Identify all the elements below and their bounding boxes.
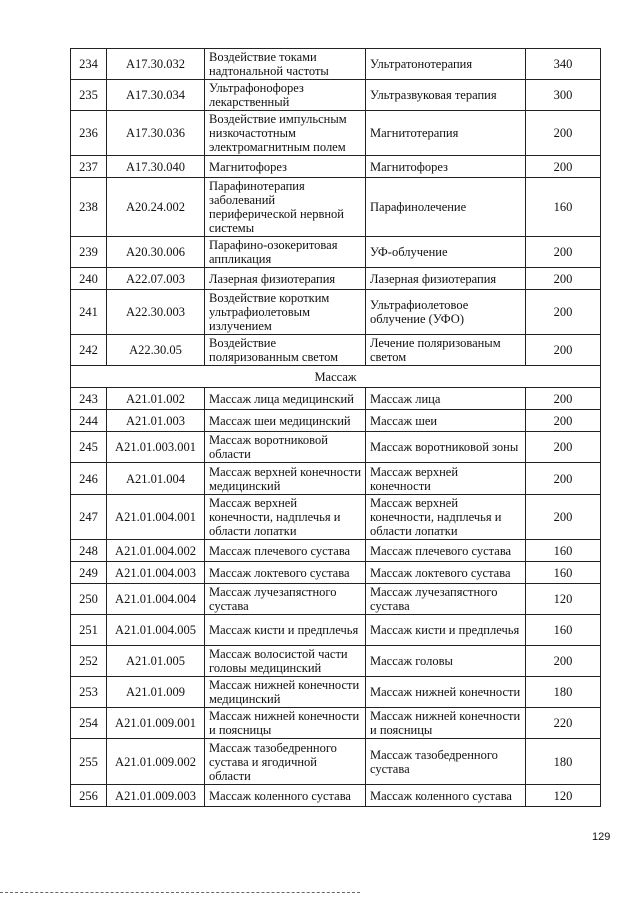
service-name: Лазерная физиотерапия [366, 268, 526, 290]
service-code: А21.01.004.002 [107, 540, 205, 562]
row-number: 234 [71, 49, 107, 80]
table-row [71, 268, 601, 290]
table-row [71, 80, 601, 111]
table-row [71, 49, 601, 80]
section-row [71, 366, 601, 388]
price-value: 180 [526, 739, 601, 785]
service-name: Массаж лица [366, 388, 526, 410]
table-row [71, 410, 601, 432]
price-value: 160 [526, 540, 601, 562]
row-number: 243 [71, 388, 107, 410]
price-value: 300 [526, 80, 601, 111]
service-name: Магнитотерапия [366, 111, 526, 156]
table-row [71, 615, 601, 646]
row-number: 249 [71, 562, 107, 584]
price-value: 160 [526, 562, 601, 584]
service-code: А21.01.009 [107, 677, 205, 708]
service-code: А20.30.006 [107, 237, 205, 268]
service-description: Массаж плечевого сустава [205, 540, 366, 562]
service-description: Воздействие импульсным низкочастотным электромагнитным полем [205, 111, 366, 156]
row-number: 246 [71, 463, 107, 495]
price-value: 200 [526, 646, 601, 677]
table-row [71, 237, 601, 268]
service-code: А22.30.05 [107, 335, 205, 366]
table-row [71, 335, 601, 366]
row-number: 238 [71, 178, 107, 237]
page-number: 129 [592, 831, 611, 843]
service-description: Ультрафонофорез лекарственный [205, 80, 366, 111]
service-name: Магнитофорез [366, 156, 526, 178]
table-row [71, 562, 601, 584]
service-description: Массаж коленного сустава [205, 785, 366, 807]
service-name: Массаж верхней конечности [366, 463, 526, 495]
service-name: Массаж воротниковой зоны [366, 432, 526, 463]
service-description: Парафино-озокеритовая аппликация [205, 237, 366, 268]
table-row [71, 646, 601, 677]
service-name: Массаж локтевого сустава [366, 562, 526, 584]
service-description: Лазерная физиотерапия [205, 268, 366, 290]
service-code: А21.01.003 [107, 410, 205, 432]
row-number: 235 [71, 80, 107, 111]
service-name: Массаж головы [366, 646, 526, 677]
table-row [71, 785, 601, 807]
service-name: Массаж тазобедренного сустава [366, 739, 526, 785]
service-code: А22.07.003 [107, 268, 205, 290]
row-number: 244 [71, 410, 107, 432]
service-description: Массаж верхней конечности, надплечья и области лопатки [205, 495, 366, 540]
row-number: 248 [71, 540, 107, 562]
service-code: А21.01.004.001 [107, 495, 205, 540]
row-number: 256 [71, 785, 107, 807]
row-number: 253 [71, 677, 107, 708]
price-value: 200 [526, 237, 601, 268]
table-row [71, 178, 601, 237]
price-value: 180 [526, 677, 601, 708]
service-code: А17.30.032 [107, 49, 205, 80]
service-code: А20.24.002 [107, 178, 205, 237]
service-code: А21.01.002 [107, 388, 205, 410]
service-name: Массаж кисти и предплечья [366, 615, 526, 646]
row-number: 236 [71, 111, 107, 156]
price-value: 120 [526, 584, 601, 615]
row-number: 251 [71, 615, 107, 646]
service-description: Массаж лучезапястного сустава [205, 584, 366, 615]
row-number: 250 [71, 584, 107, 615]
service-code: А21.01.005 [107, 646, 205, 677]
service-name: Ультратонотерапия [366, 49, 526, 80]
service-description: Массаж волосистой части головы медицинский [205, 646, 366, 677]
price-value: 200 [526, 290, 601, 335]
table-row [71, 677, 601, 708]
price-value: 120 [526, 785, 601, 807]
service-description: Массаж воротниковой области [205, 432, 366, 463]
service-code: А21.01.009.003 [107, 785, 205, 807]
service-name: Массаж нижней конечности и поясницы [366, 708, 526, 739]
massage-rows [71, 388, 601, 807]
service-name: Массаж нижней конечности [366, 677, 526, 708]
table-row [71, 495, 601, 540]
service-code: А17.30.040 [107, 156, 205, 178]
row-number: 239 [71, 237, 107, 268]
price-value: 200 [526, 495, 601, 540]
table-row [71, 739, 601, 785]
service-name: УФ-облучение [366, 237, 526, 268]
price-value: 160 [526, 178, 601, 237]
service-code: А21.01.009.001 [107, 708, 205, 739]
price-value: 200 [526, 335, 601, 366]
table-row [71, 584, 601, 615]
service-description: Массаж верхней конечности медицинский [205, 463, 366, 495]
service-description: Массаж лица медицинский [205, 388, 366, 410]
price-value: 200 [526, 156, 601, 178]
price-value: 220 [526, 708, 601, 739]
row-number: 254 [71, 708, 107, 739]
table-row [71, 156, 601, 178]
price-value: 200 [526, 432, 601, 463]
price-value: 200 [526, 111, 601, 156]
service-name: Ультрафиолетовое облучение (УФО) [366, 290, 526, 335]
row-number: 241 [71, 290, 107, 335]
table-row [71, 463, 601, 495]
row-number: 242 [71, 335, 107, 366]
price-value: 200 [526, 410, 601, 432]
row-number: 252 [71, 646, 107, 677]
service-code: А21.01.004.004 [107, 584, 205, 615]
service-description: Воздействие поляризованным светом [205, 335, 366, 366]
service-name: Ультразвуковая терапия [366, 80, 526, 111]
service-name: Массаж верхней конечности, надплечья и области лопатки [366, 495, 526, 540]
service-code: А22.30.003 [107, 290, 205, 335]
table-row [71, 111, 601, 156]
table-row [71, 540, 601, 562]
table-row [71, 388, 601, 410]
row-number: 240 [71, 268, 107, 290]
service-description: Массаж локтевого сустава [205, 562, 366, 584]
price-value: 200 [526, 388, 601, 410]
price-table [70, 48, 601, 807]
physio-rows [71, 49, 601, 366]
service-description: Парафинотерапия заболеваний периферической нервной системы [205, 178, 366, 237]
table-row [71, 290, 601, 335]
section-title: Массаж [71, 366, 601, 388]
section-header [71, 366, 601, 388]
service-name: Массаж лучезапястного сустава [366, 584, 526, 615]
service-code: А21.01.004.003 [107, 562, 205, 584]
service-name: Парафинолечение [366, 178, 526, 237]
service-description: Массаж кисти и предплечья [205, 615, 366, 646]
service-description: Массаж нижней конечности медицинский [205, 677, 366, 708]
service-name: Лечение поляризованым светом [366, 335, 526, 366]
price-value: 340 [526, 49, 601, 80]
service-description: Массаж шеи медицинский [205, 410, 366, 432]
service-name: Массаж плечевого сустава [366, 540, 526, 562]
service-code: А17.30.036 [107, 111, 205, 156]
service-description: Воздействие токами надтональной частоты [205, 49, 366, 80]
table-row [71, 432, 601, 463]
price-value: 160 [526, 615, 601, 646]
service-code: А21.01.009.002 [107, 739, 205, 785]
price-value: 200 [526, 463, 601, 495]
row-number: 255 [71, 739, 107, 785]
service-name: Массаж коленного сустава [366, 785, 526, 807]
scan-edge-line [0, 892, 360, 893]
row-number: 237 [71, 156, 107, 178]
service-description: Массаж тазобедренного сустава и ягодичной области [205, 739, 366, 785]
service-description: Воздействие коротким ультрафиолетовым излучением [205, 290, 366, 335]
service-code: А17.30.034 [107, 80, 205, 111]
table-row [71, 708, 601, 739]
row-number: 245 [71, 432, 107, 463]
service-code: А21.01.004.005 [107, 615, 205, 646]
service-description: Массаж нижней конечности и поясницы [205, 708, 366, 739]
service-code: А21.01.003.001 [107, 432, 205, 463]
row-number: 247 [71, 495, 107, 540]
service-name: Массаж шеи [366, 410, 526, 432]
price-value: 200 [526, 268, 601, 290]
service-code: А21.01.004 [107, 463, 205, 495]
service-description: Магнитофорез [205, 156, 366, 178]
